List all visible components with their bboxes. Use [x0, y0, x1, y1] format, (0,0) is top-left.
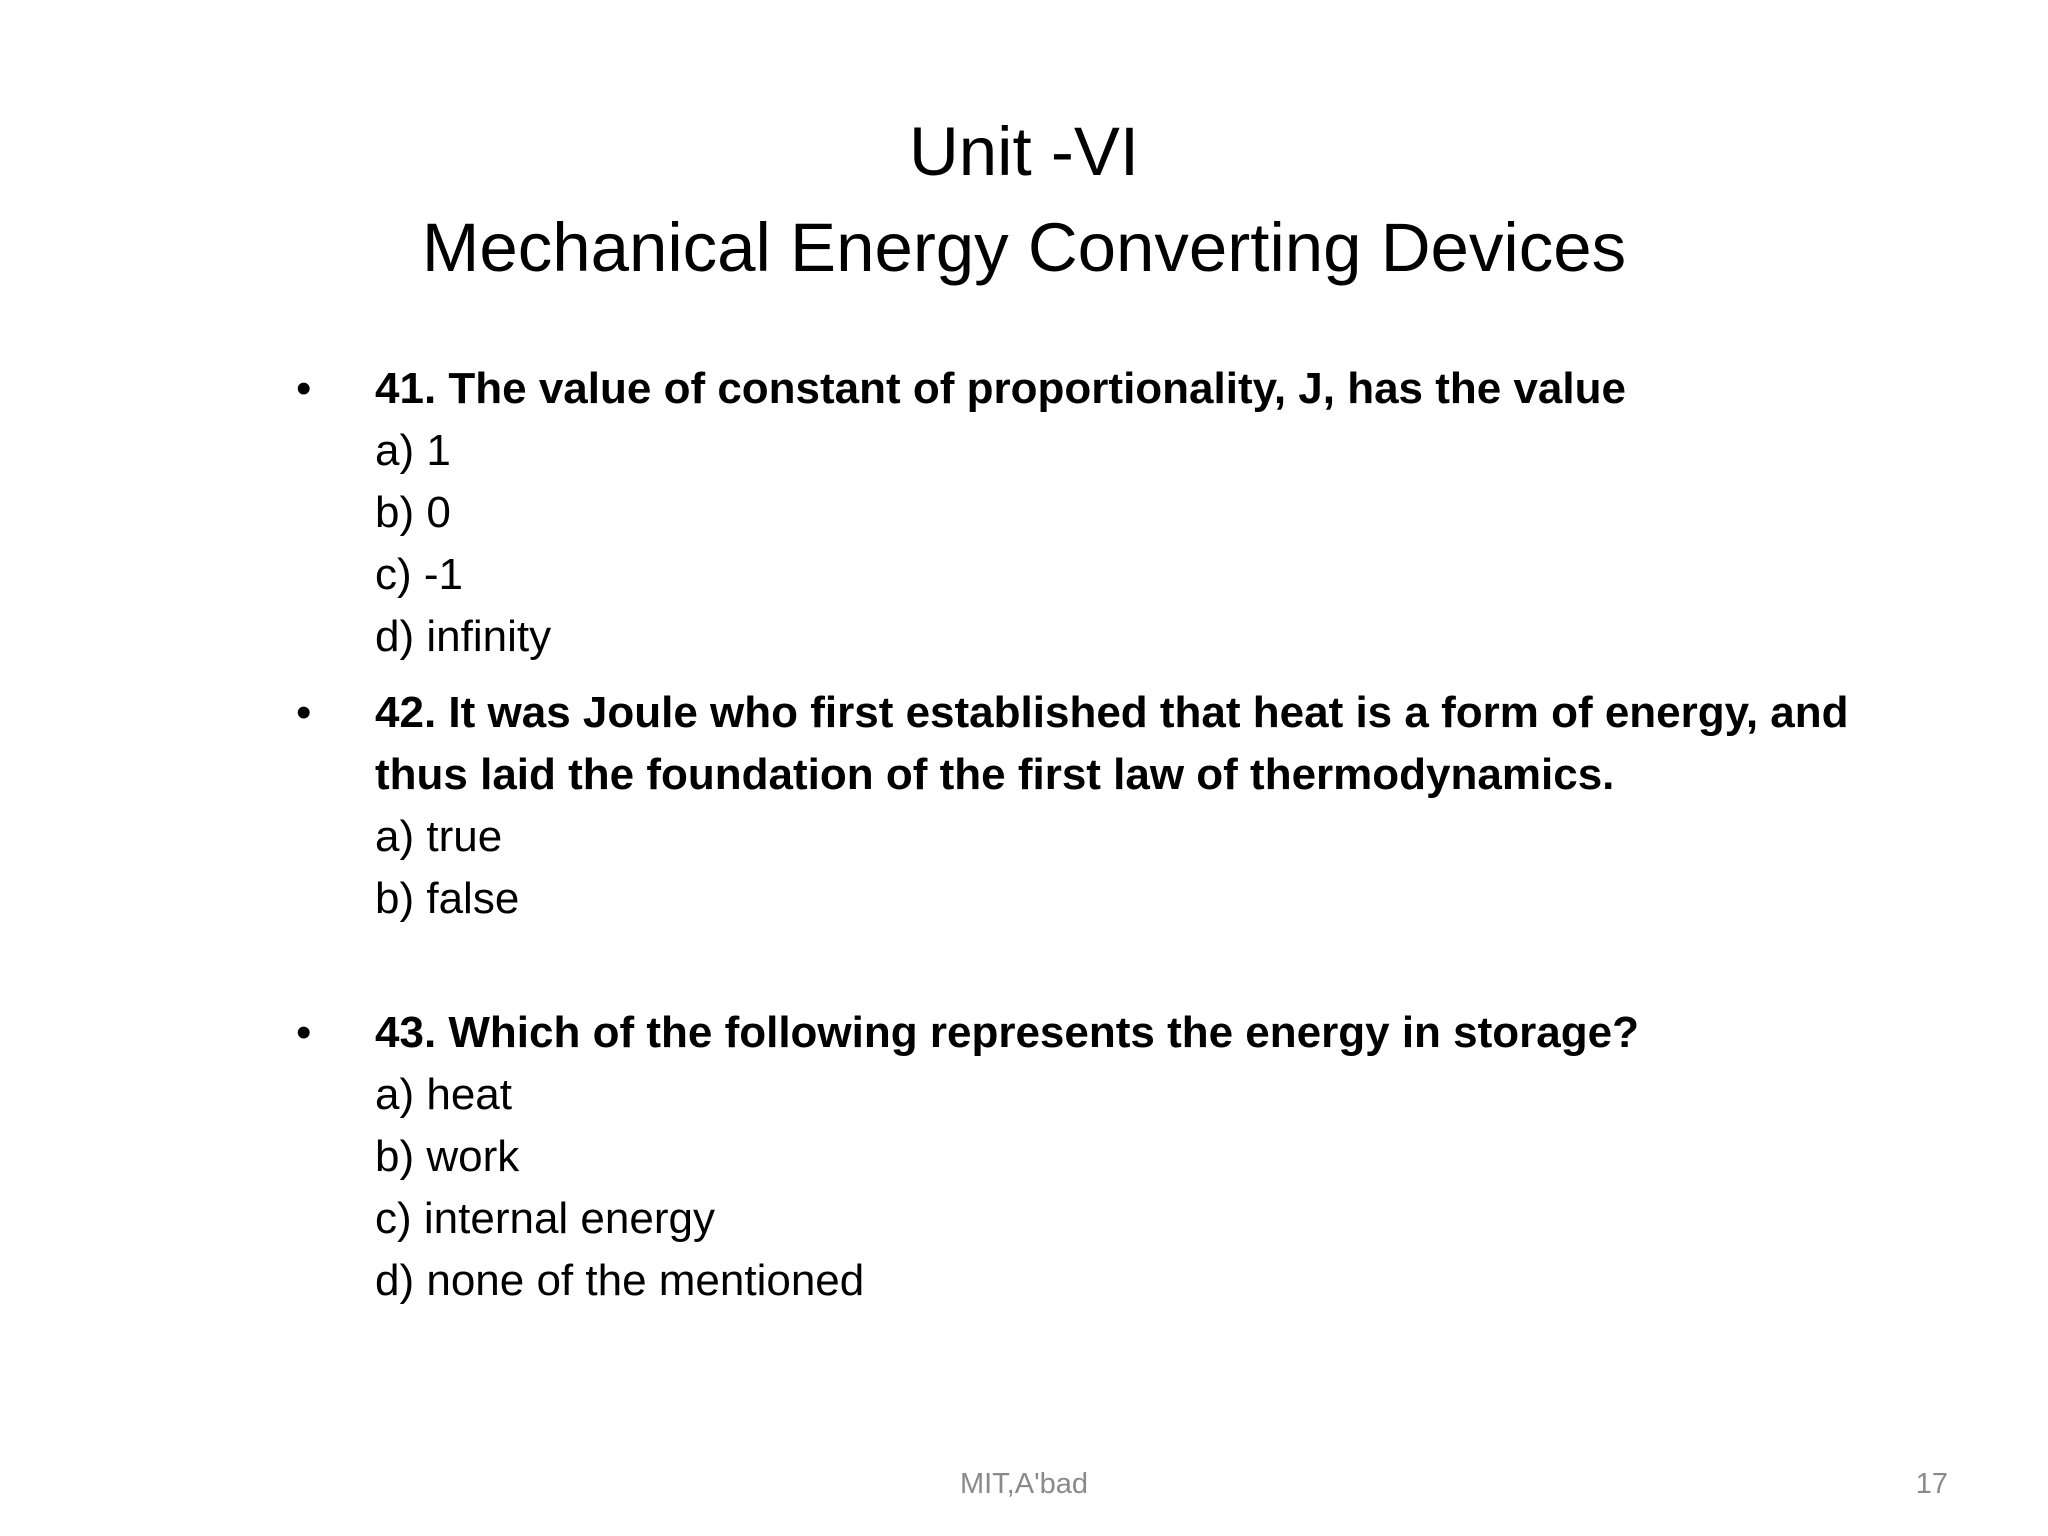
option-d: d) infinity: [375, 612, 552, 661]
footer-institution: MIT,A'bad: [959, 1468, 1089, 1500]
bullet-icon: •: [296, 688, 312, 737]
option-a: a) 1: [375, 426, 451, 475]
bullet-icon: •: [296, 1008, 312, 1057]
option-b: b) work: [375, 1132, 520, 1181]
question-text-line2: thus laid the foundation of the first law of thermodynamics.: [375, 750, 1615, 799]
question-text: 41. The value of constant of proportionality, J, has the value: [375, 364, 1626, 413]
question-42: [296, 682, 1946, 930]
bullet-icon: •: [296, 364, 312, 413]
question-list: [296, 358, 1946, 1312]
slide-title-line2: Mechanical Energy Converting Devices: [421, 209, 1627, 286]
question-text: 43. Which of the following represents the energy in storage?: [375, 1008, 1639, 1057]
question-43: [296, 1002, 1946, 1312]
option-b: b) 0: [375, 488, 451, 537]
option-a: a) heat: [375, 1070, 512, 1119]
option-b: b) false: [375, 874, 520, 923]
option-a: a) true: [375, 812, 503, 861]
slide-title-line1: Unit -VI: [908, 113, 1140, 190]
page-number: 17: [1915, 1468, 1948, 1500]
option-c: c) internal energy: [375, 1194, 715, 1243]
question-41: [296, 358, 1946, 668]
option-d: d) none of the mentioned: [375, 1256, 865, 1305]
question-text-line1: 42. It was Joule who first established that heat is a form of energy, and: [375, 688, 1849, 737]
option-c: c) -1: [375, 550, 463, 599]
